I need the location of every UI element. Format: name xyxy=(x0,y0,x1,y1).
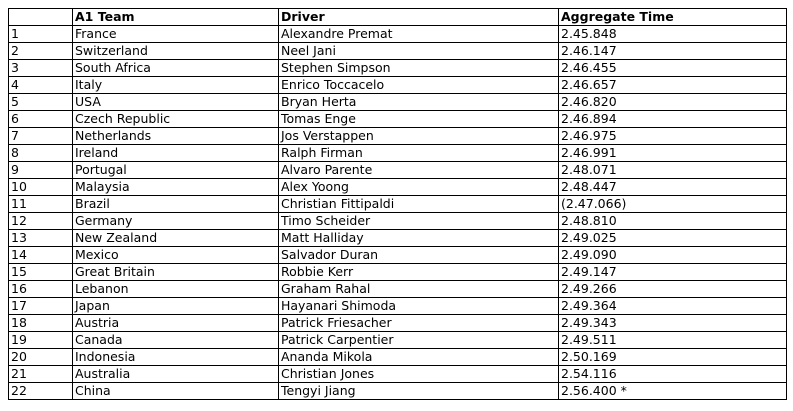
cell-position: 20 xyxy=(9,349,73,366)
cell-team: South Africa xyxy=(73,60,279,77)
cell-driver: Robbie Kerr xyxy=(279,264,559,281)
cell-driver: Tengyi Jiang xyxy=(279,383,559,400)
cell-position: 7 xyxy=(9,128,73,145)
cell-team: New Zealand xyxy=(73,230,279,247)
cell-position: 11 xyxy=(9,196,73,213)
cell-team: Australia xyxy=(73,366,279,383)
cell-aggregate-time: 2.46.147 xyxy=(559,43,787,60)
cell-position: 9 xyxy=(9,162,73,179)
cell-position: 12 xyxy=(9,213,73,230)
cell-team: Switzerland xyxy=(73,43,279,60)
header-aggregate-time: Aggregate Time xyxy=(559,9,787,26)
cell-position: 17 xyxy=(9,298,73,315)
cell-position: 1 xyxy=(9,26,73,43)
table-row xyxy=(9,94,787,111)
cell-aggregate-time: 2.48.071 xyxy=(559,162,787,179)
header-row xyxy=(9,9,787,26)
cell-team: Italy xyxy=(73,77,279,94)
cell-driver: Patrick Carpentier xyxy=(279,332,559,349)
table-row xyxy=(9,26,787,43)
cell-aggregate-time: 2.46.975 xyxy=(559,128,787,145)
cell-driver: Alvaro Parente xyxy=(279,162,559,179)
cell-aggregate-time: 2.49.266 xyxy=(559,281,787,298)
cell-team: Canada xyxy=(73,332,279,349)
cell-team: Brazil xyxy=(73,196,279,213)
table-row xyxy=(9,264,787,281)
table-row xyxy=(9,281,787,298)
cell-aggregate-time: 2.46.894 xyxy=(559,111,787,128)
cell-driver: Matt Halliday xyxy=(279,230,559,247)
cell-aggregate-time: (2.47.066) xyxy=(559,196,787,213)
cell-driver: Neel Jani xyxy=(279,43,559,60)
cell-position: 2 xyxy=(9,43,73,60)
cell-aggregate-time: 2.49.364 xyxy=(559,298,787,315)
cell-position: 6 xyxy=(9,111,73,128)
cell-driver: Salvador Duran xyxy=(279,247,559,264)
cell-position: 3 xyxy=(9,60,73,77)
cell-aggregate-time: 2.45.848 xyxy=(559,26,787,43)
table-row xyxy=(9,332,787,349)
cell-team: China xyxy=(73,383,279,400)
header-driver: Driver xyxy=(279,9,559,26)
cell-team: France xyxy=(73,26,279,43)
table-row xyxy=(9,383,787,400)
cell-team: Malaysia xyxy=(73,179,279,196)
table-row xyxy=(9,162,787,179)
cell-aggregate-time: 2.46.991 xyxy=(559,145,787,162)
cell-position: 16 xyxy=(9,281,73,298)
cell-team: Great Britain xyxy=(73,264,279,281)
cell-team: Austria xyxy=(73,315,279,332)
cell-position: 10 xyxy=(9,179,73,196)
cell-aggregate-time: 2.49.343 xyxy=(559,315,787,332)
table-row xyxy=(9,111,787,128)
cell-aggregate-time: 2.48.810 xyxy=(559,213,787,230)
table-row xyxy=(9,315,787,332)
cell-driver: Christian Fittipaldi xyxy=(279,196,559,213)
cell-driver: Stephen Simpson xyxy=(279,60,559,77)
cell-position: 22 xyxy=(9,383,73,400)
table-row xyxy=(9,213,787,230)
cell-team: Czech Republic xyxy=(73,111,279,128)
table-row xyxy=(9,43,787,60)
table-row xyxy=(9,230,787,247)
cell-driver: Jos Verstappen xyxy=(279,128,559,145)
cell-position: 8 xyxy=(9,145,73,162)
cell-position: 4 xyxy=(9,77,73,94)
cell-driver: Timo Scheider xyxy=(279,213,559,230)
cell-team: Mexico xyxy=(73,247,279,264)
cell-aggregate-time: 2.46.820 xyxy=(559,94,787,111)
cell-aggregate-time: 2.49.511 xyxy=(559,332,787,349)
cell-position: 21 xyxy=(9,366,73,383)
results-table xyxy=(8,8,787,400)
cell-driver: Patrick Friesacher xyxy=(279,315,559,332)
cell-position: 14 xyxy=(9,247,73,264)
cell-aggregate-time: 2.50.169 xyxy=(559,349,787,366)
cell-driver: Ananda Mikola xyxy=(279,349,559,366)
cell-team: Indonesia xyxy=(73,349,279,366)
table-row xyxy=(9,247,787,264)
header-team: A1 Team xyxy=(73,9,279,26)
cell-driver: Tomas Enge xyxy=(279,111,559,128)
cell-driver: Alexandre Premat xyxy=(279,26,559,43)
cell-position: 18 xyxy=(9,315,73,332)
results-body xyxy=(9,26,787,400)
cell-position: 5 xyxy=(9,94,73,111)
cell-team: Netherlands xyxy=(73,128,279,145)
table-row xyxy=(9,179,787,196)
cell-aggregate-time: 2.49.090 xyxy=(559,247,787,264)
cell-driver: Christian Jones xyxy=(279,366,559,383)
table-row xyxy=(9,196,787,213)
table-row xyxy=(9,145,787,162)
cell-position: 19 xyxy=(9,332,73,349)
cell-team: Ireland xyxy=(73,145,279,162)
cell-driver: Bryan Herta xyxy=(279,94,559,111)
cell-team: Portugal xyxy=(73,162,279,179)
table-row xyxy=(9,366,787,383)
cell-driver: Hayanari Shimoda xyxy=(279,298,559,315)
cell-aggregate-time: 2.46.455 xyxy=(559,60,787,77)
cell-aggregate-time: 2.46.657 xyxy=(559,77,787,94)
table-row xyxy=(9,128,787,145)
cell-driver: Graham Rahal xyxy=(279,281,559,298)
cell-position: 13 xyxy=(9,230,73,247)
cell-aggregate-time: 2.49.025 xyxy=(559,230,787,247)
table-row xyxy=(9,60,787,77)
table-row xyxy=(9,349,787,366)
cell-position: 15 xyxy=(9,264,73,281)
cell-aggregate-time: 2.56.400 * xyxy=(559,383,787,400)
cell-team: Japan xyxy=(73,298,279,315)
table-row xyxy=(9,298,787,315)
cell-aggregate-time: 2.48.447 xyxy=(559,179,787,196)
cell-aggregate-time: 2.54.116 xyxy=(559,366,787,383)
cell-team: Lebanon xyxy=(73,281,279,298)
cell-driver: Enrico Toccacelo xyxy=(279,77,559,94)
cell-team: Germany xyxy=(73,213,279,230)
table-row xyxy=(9,77,787,94)
cell-driver: Ralph Firman xyxy=(279,145,559,162)
cell-aggregate-time: 2.49.147 xyxy=(559,264,787,281)
header-position xyxy=(9,9,73,26)
cell-team: USA xyxy=(73,94,279,111)
cell-driver: Alex Yoong xyxy=(279,179,559,196)
